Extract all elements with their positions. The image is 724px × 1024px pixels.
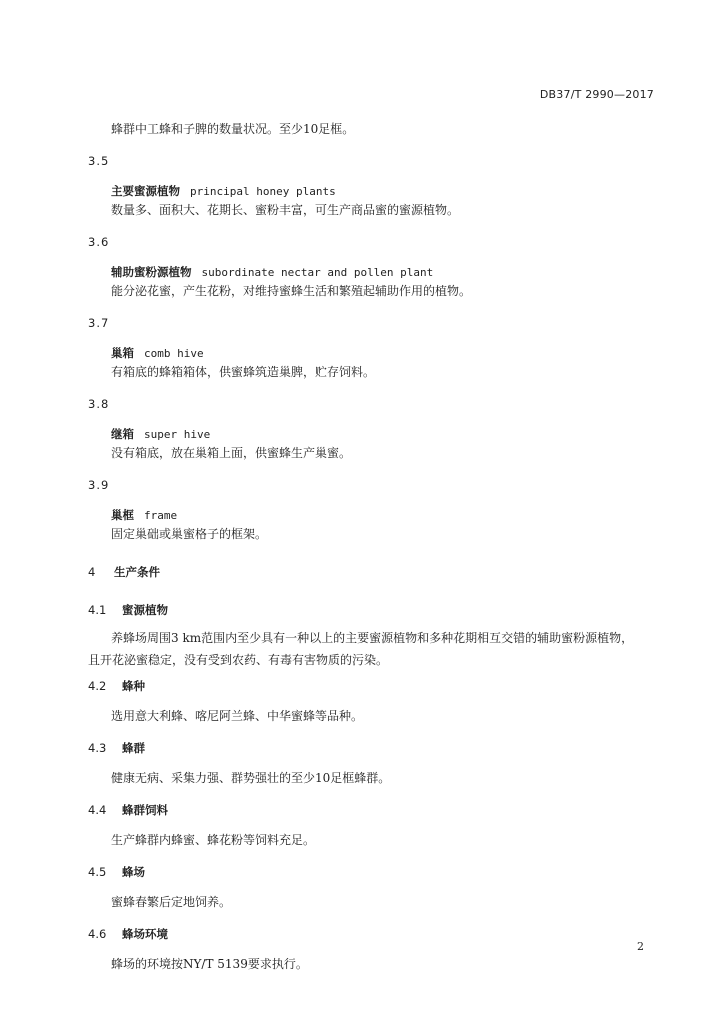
subsection-number: 4.3	[88, 741, 107, 755]
term-frame	[88, 506, 658, 525]
subsection-text: 蜜蜂春繁后定地饲养。	[111, 895, 232, 909]
subsection-text-line: 养蜂场周围3 km范围内至少具有一种以上的主要蜜源植物和多种花期相互交错的辅助蜜粉源植物，	[111, 631, 634, 645]
clause-number-3-5: 3.5	[88, 154, 110, 168]
term-principal-honey-plants	[88, 182, 658, 201]
subsection-text: 蜂场的环境按NY/T 5139要求执行。	[111, 957, 308, 971]
section-number: 4	[88, 565, 96, 579]
term-definition: 数量多、面积大、花期长、蜜粉丰富，可生产商品蜜的蜜源植物。	[111, 203, 460, 217]
subsection-number: 4.2	[88, 679, 107, 693]
subsection-heading-4-6	[88, 925, 658, 943]
term-super-hive	[88, 425, 658, 444]
subsection-heading-4-2	[88, 677, 658, 695]
clause-number-3-6: 3.6	[88, 235, 110, 249]
term-zh: 辅助蜜粉源植物	[111, 265, 192, 279]
section-heading-4	[88, 563, 658, 581]
page-number: 2	[637, 940, 644, 953]
subsection-heading-4-5	[88, 863, 658, 881]
term-zh: 继箱	[111, 427, 134, 441]
subsection-title: 蜂种	[122, 679, 145, 693]
term-en: frame	[144, 509, 178, 522]
term-en: super hive	[144, 428, 211, 441]
section-title: 生产条件	[114, 565, 160, 579]
term-zh: 巢框	[111, 508, 134, 522]
subsection-text: 生产蜂群内蜂蜜、蜂花粉等饲料充足。	[111, 833, 316, 847]
subsection-number: 4.1	[88, 603, 107, 617]
subsection-number: 4.4	[88, 803, 107, 817]
term-en: principal honey plants	[190, 185, 336, 198]
clause-number-3-8: 3.8	[88, 397, 110, 411]
subsection-number: 4.5	[88, 865, 107, 879]
term-definition: 有箱底的蜂箱箱体，供蜜蜂筑造巢脾，贮存饲料。	[111, 365, 376, 379]
term-en: subordinate nectar and pollen plant	[201, 266, 434, 279]
subsection-text: 选用意大利蜂、喀尼阿兰蜂、中华蜜蜂等品种。	[111, 709, 364, 723]
term-en: comb hive	[144, 347, 204, 360]
term-zh: 主要蜜源植物	[111, 184, 180, 198]
subsection-title: 蜂场环境	[122, 927, 168, 941]
subsection-heading-4-4	[88, 801, 658, 819]
intro-text: 蜂群中工蜂和子脾的数量状况。至少10足框。	[111, 122, 355, 136]
subsection-title: 蜜源植物	[122, 603, 168, 617]
subsection-number: 4.6	[88, 927, 107, 941]
clause-number-3-7: 3.7	[88, 316, 110, 330]
clause-number-3-9: 3.9	[88, 478, 110, 492]
page-content	[88, 120, 658, 973]
subsection-title: 蜂场	[122, 865, 145, 879]
subsection-text: 健康无病、采集力强、群势强壮的至少10足框蜂群。	[111, 771, 391, 785]
term-definition: 能分泌花蜜，产生花粉，对维持蜜蜂生活和繁殖起辅助作用的植物。	[111, 284, 472, 298]
term-subordinate-plant	[88, 263, 658, 282]
subsection-text-line: 且开花泌蜜稳定，没有受到农药、有毒有害物质的污染。	[88, 653, 389, 667]
subsection-heading-4-1	[88, 601, 658, 619]
term-definition: 固定巢础或巢蜜格子的框架。	[111, 527, 268, 541]
subsection-title: 蜂群饲料	[122, 803, 168, 817]
term-definition: 没有箱底，放在巢箱上面，供蜜蜂生产巢蜜。	[111, 446, 352, 460]
subsection-heading-4-3	[88, 739, 658, 757]
subsection-title: 蜂群	[122, 741, 145, 755]
term-zh: 巢箱	[111, 346, 134, 360]
document-id-header: DB37/T 2990—2017	[539, 88, 654, 101]
term-comb-hive	[88, 344, 658, 363]
